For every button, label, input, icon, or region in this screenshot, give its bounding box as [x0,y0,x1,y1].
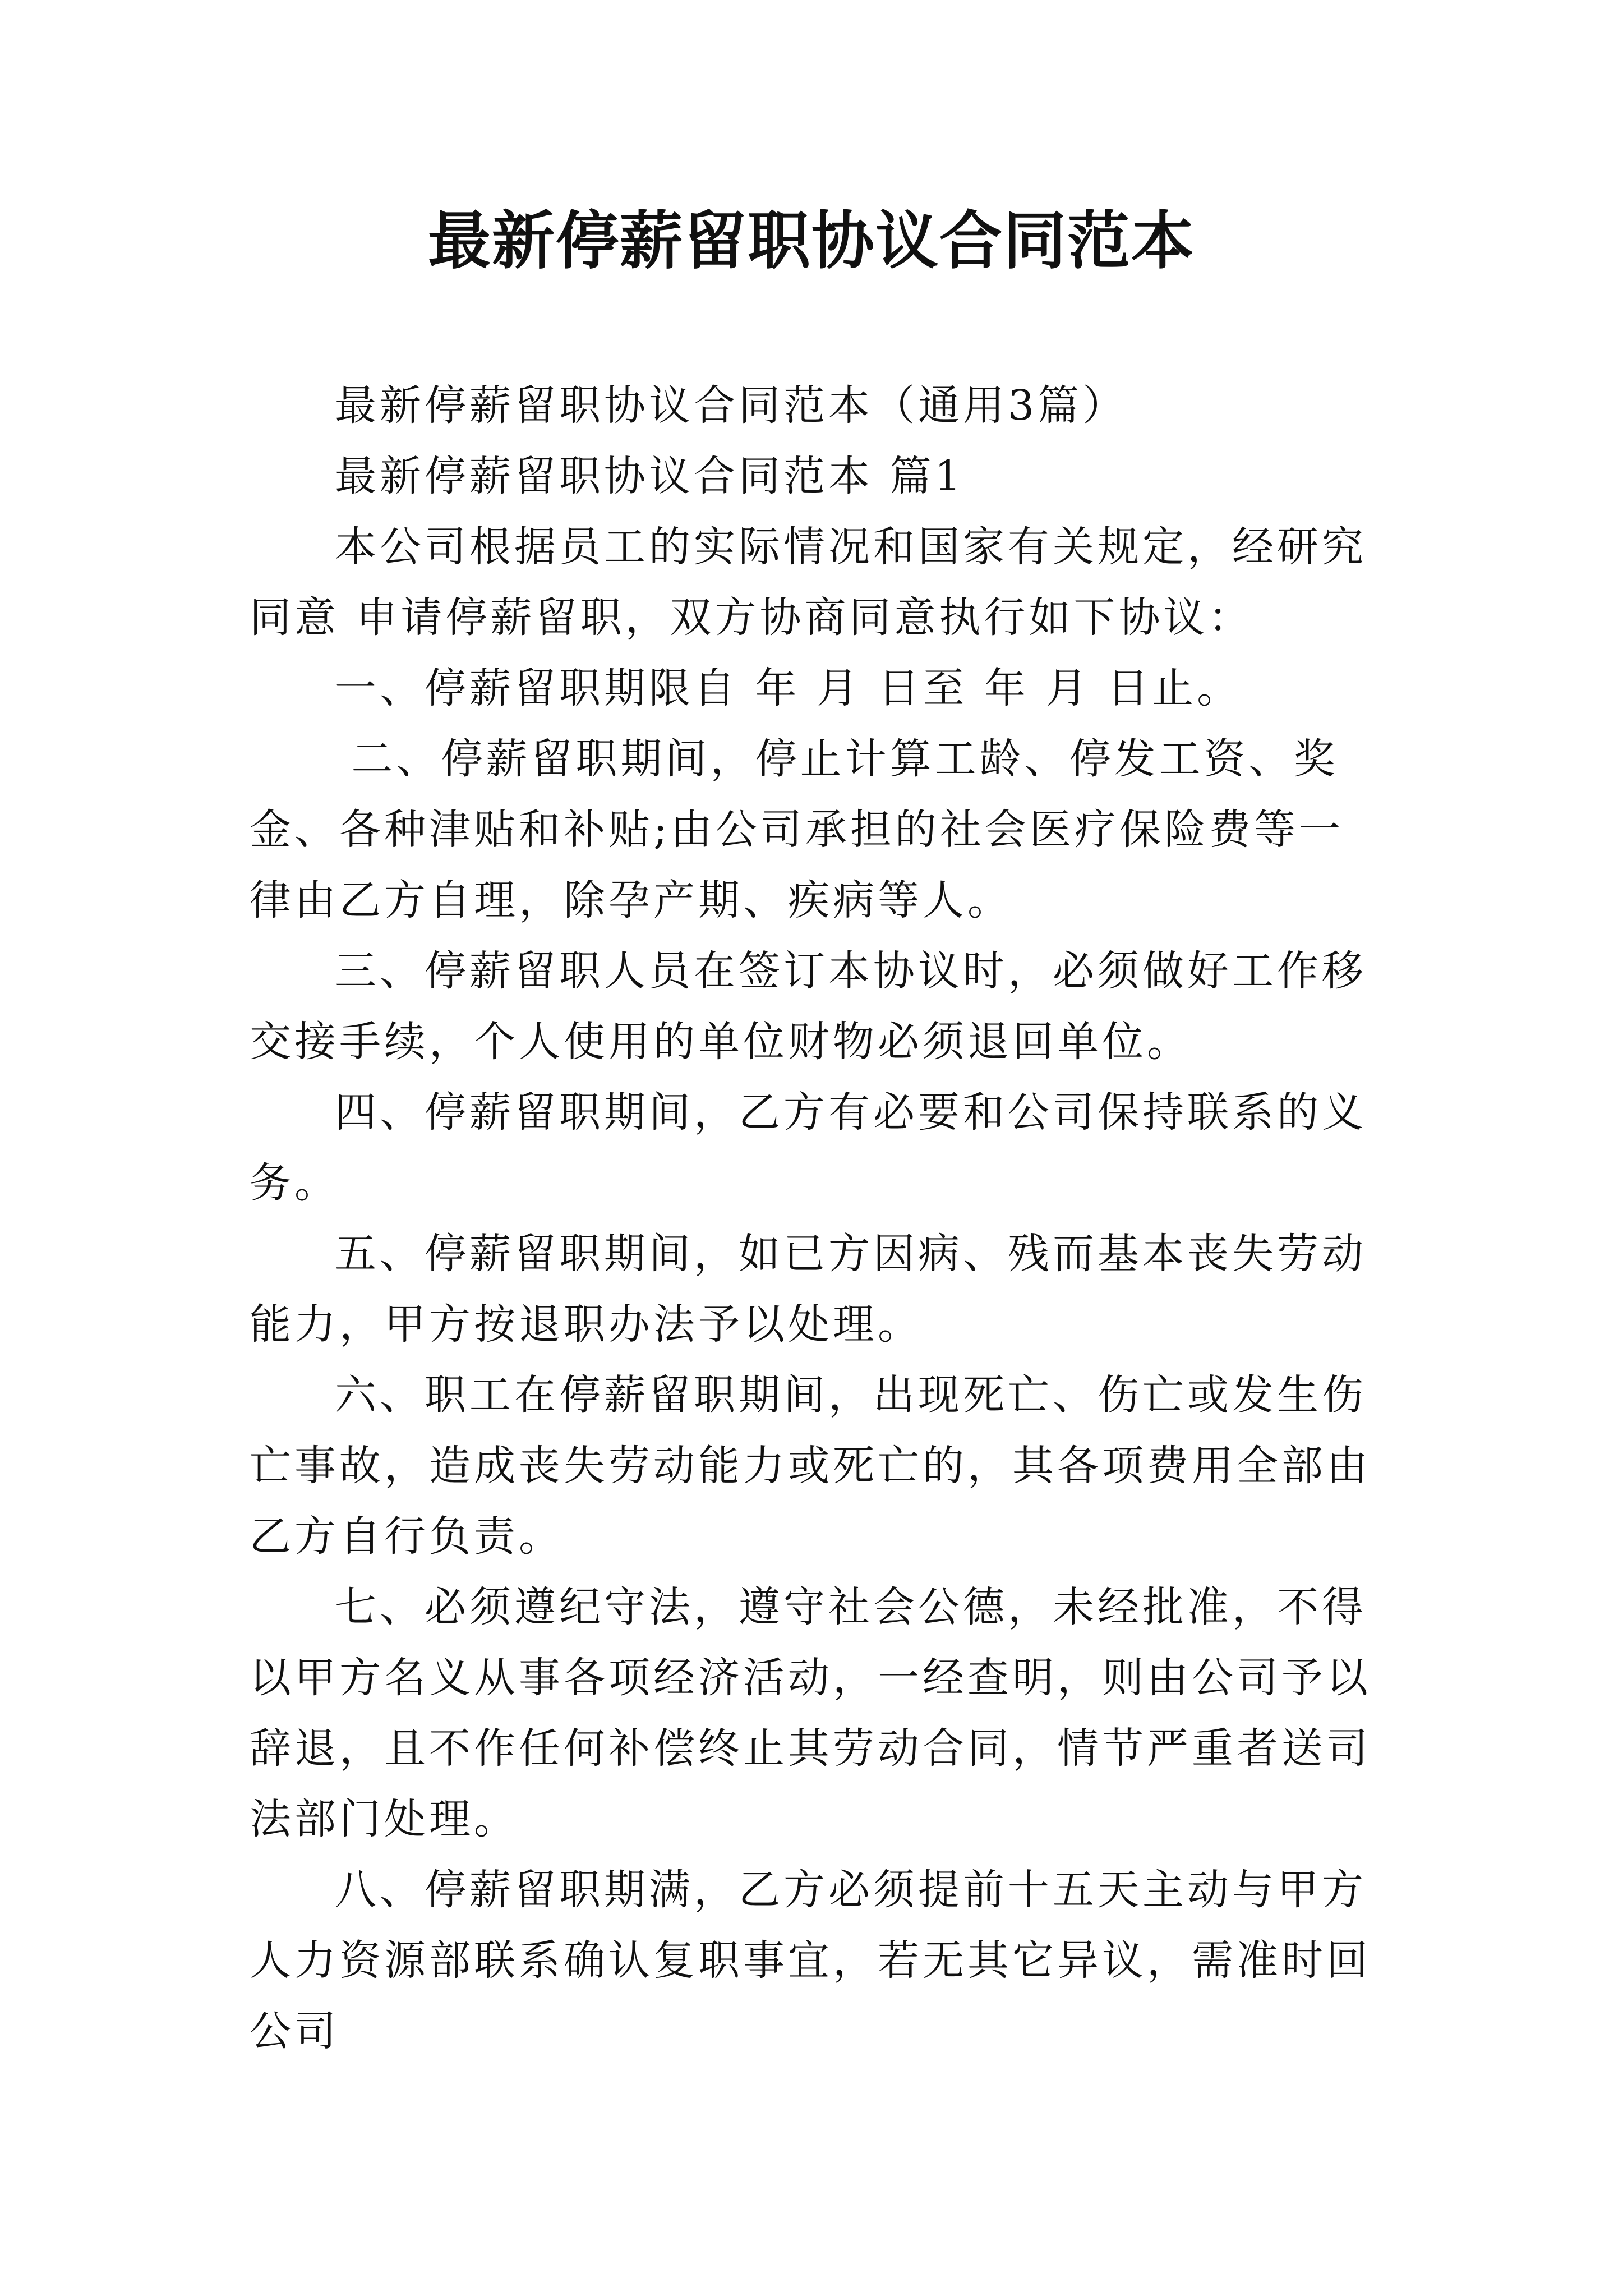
document-body [250,370,1382,2067]
paragraph-subtitle: 最新停薪留职协议合同范本（通用3篇） [335,381,1128,430]
paragraph-clause-8: 八、停薪留职期满，乙方必须提前十五天主动与甲方人力资源部联系确认复职事宜，若无其它异议，需准时回公司 [250,1866,1371,2055]
paragraph-clause-4: 四、停薪留职期间，乙方有必要和公司保持联系的义务。 [250,1088,1367,1207]
paragraph-clause-3: 三、停薪留职人员在签订本协议时，必须做好工作移交接手续，个人使用的单位财物必须退回单位。 [250,947,1367,1066]
paragraph-intro: 本公司根据员工的实际情况和国家有关规定，经研究同意 申请停薪留职，双方协商同意执行如下协议： [250,523,1367,642]
paragraph-clause-7: 七、必须遵纪守法，遵守社会公德，未经批准，不得以甲方名义从事各项经济活动，一经查明，则由公司予以辞退，且不作任何补偿终止其劳动合同，情节严重者送司法部门处理。 [250,1583,1371,1843]
paragraph-clause-6: 六、职工在停薪留职期间，出现死亡、伤亡或发生伤亡事故，造成丧失劳动能力或死亡的，其各项费用全部由乙方自行负责。 [250,1371,1371,1561]
paragraph-clause-1: 一、停薪留职期限自 年 月 日至 年 月 日止。 [335,664,1242,712]
paragraph-section-heading: 最新停薪留职协议合同范本 篇1 [335,452,965,500]
paragraph-clause-5: 五、停薪留职期间，如已方因病、残而基本丧失劳动能力，甲方按退职办法予以处理。 [250,1230,1367,1349]
paragraph-clause-2: 二、停薪留职期间，停止计算工龄、停发工资、奖金、各种津贴和补贴;由公司承担的社会医疗保险费等一律由乙方自理，除孕产期、疾病等人。 [250,735,1344,924]
document-title: 最新停薪留职协议合同范本 [428,204,1195,278]
